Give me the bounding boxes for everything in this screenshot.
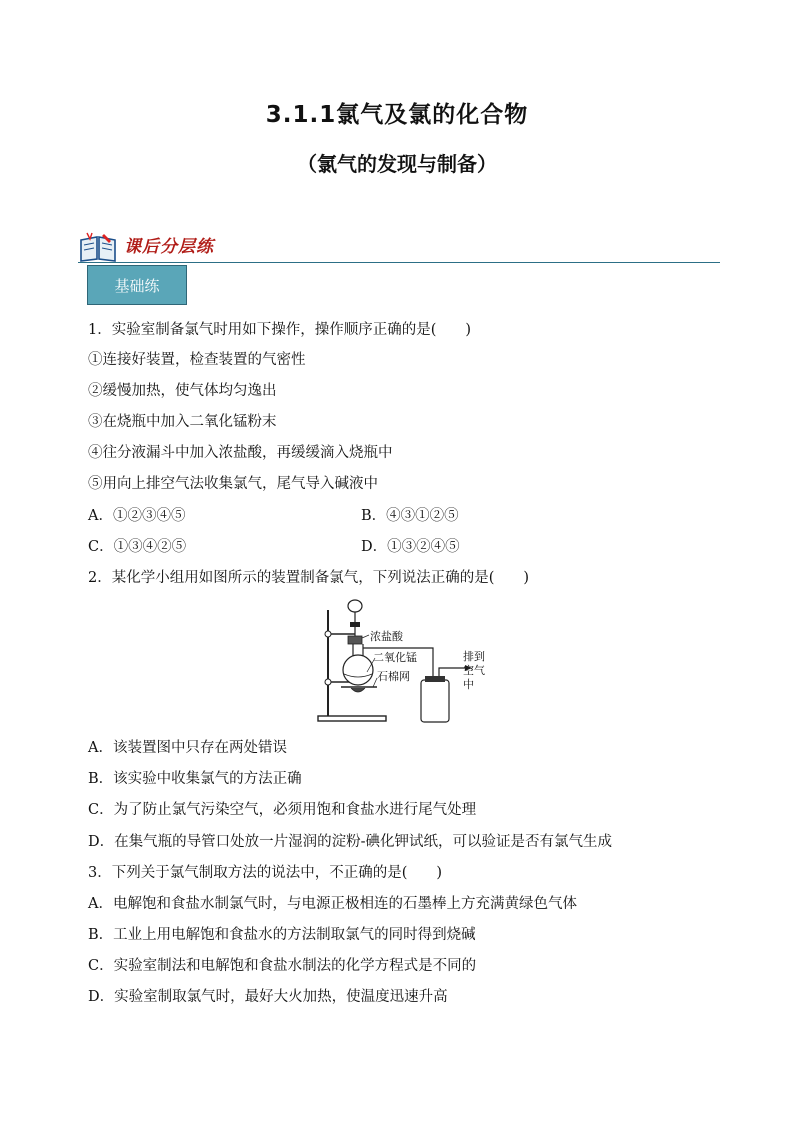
q3-option-b: B．工业上用电解饱和食盐水的方法制取氯气的同时得到烧碱 <box>88 927 476 943</box>
q2-option-b: B．该实验中收集氯气的方法正确 <box>88 771 302 787</box>
q3-option-a: A．电解饱和食盐水制氯气时，与电源正极相连的石墨棒上方充满黄绿色气体 <box>88 896 577 912</box>
q3-stem: 3．下列关于氯气制取方法的说法中，不正确的是( ) <box>88 865 443 881</box>
label-mno2: 二氧化锰 <box>373 651 417 664</box>
q1-stem: 1．实验室制备氯气时用如下操作，操作顺序正确的是( ) <box>88 322 472 338</box>
label-asbestos-gauze: 石棉网 <box>377 670 410 683</box>
label-exhaust-2: 空气 <box>463 664 485 677</box>
document-subtitle: （氯气的发现与制备） <box>297 152 497 176</box>
q1-step: ②缓慢加热，使气体均匀逸出 <box>88 383 277 399</box>
section-header <box>78 230 720 266</box>
label-concentrated-hcl: 浓盐酸 <box>370 630 403 643</box>
document-title: 3.1.1氯气及氯的化合物 <box>265 102 529 128</box>
q1-option-c: C．①③④②⑤ <box>88 539 187 555</box>
q2-option-c: C．为了防止氯气污染空气，必须用饱和食盐水进行尾气处理 <box>88 802 477 818</box>
q1-step: ⑤用向上排空气法收集氯气，尾气导入碱液中 <box>88 476 378 492</box>
q1-option-b: B．④③①②⑤ <box>361 508 459 524</box>
q1-step: ①连接好装置，检查装置的气密性 <box>88 352 306 368</box>
q2-option-a: A．该装置图中只存在两处错误 <box>88 740 287 756</box>
q1-option-d: D．①③②④⑤ <box>361 539 460 555</box>
book-icon <box>78 232 118 262</box>
label-exhaust-3: 中 <box>463 678 474 691</box>
section-title: 课后分层练 <box>124 237 214 257</box>
level-badge: 基础练 <box>87 265 187 305</box>
apparatus-diagram <box>315 598 495 728</box>
section-divider <box>78 262 720 263</box>
q1-step: ③在烧瓶中加入二氧化锰粉末 <box>88 414 277 430</box>
q1-step: ④往分液漏斗中加入浓盐酸，再缓缓滴入烧瓶中 <box>88 445 393 461</box>
q2-stem: 2．某化学小组用如图所示的装置制备氯气，下列说法正确的是( ) <box>88 570 530 586</box>
label-exhaust-1: 排到 <box>463 650 485 663</box>
q2-option-d: D．在集气瓶的导管口处放一片湿润的淀粉-碘化钾试纸，可以验证是否有氯气生成 <box>88 834 613 850</box>
q3-option-d: D．实验室制取氯气时，最好大火加热，使温度迅速升高 <box>88 989 448 1005</box>
q1-option-a: A．①②③④⑤ <box>88 508 186 524</box>
q3-option-c: C．实验室制法和电解饱和食盐水制法的化学方程式是不同的 <box>88 958 477 974</box>
